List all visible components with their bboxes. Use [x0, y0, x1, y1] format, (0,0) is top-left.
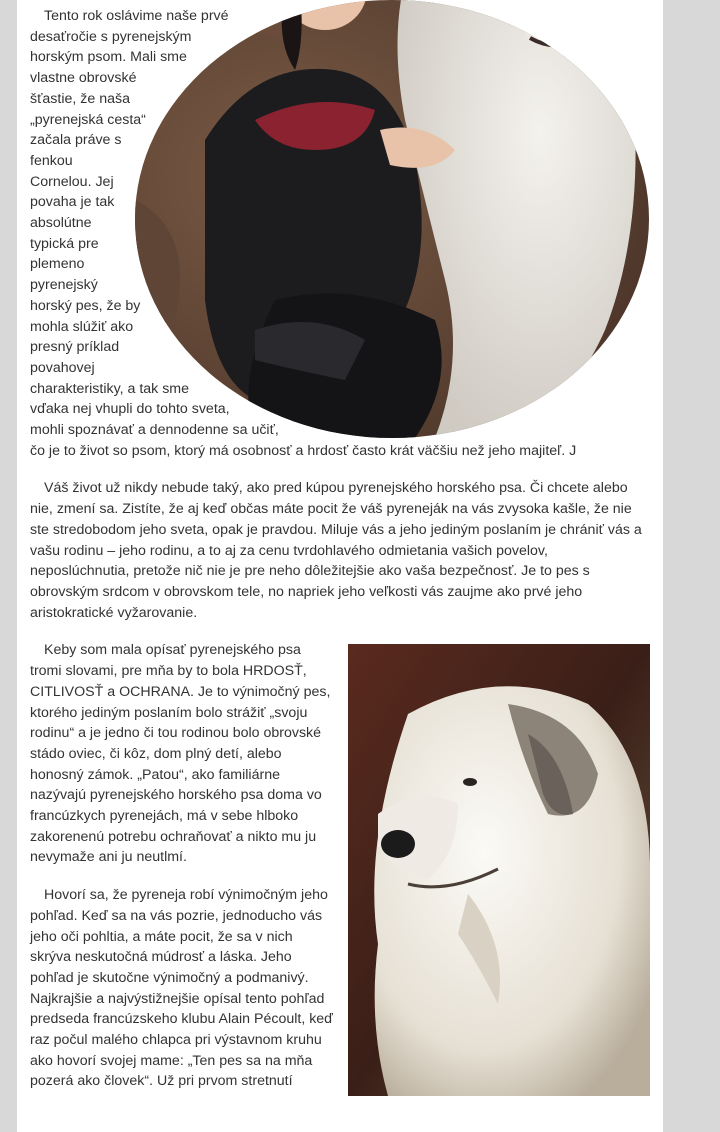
pyrenean-dog-portrait-photo	[348, 644, 650, 1096]
article-page	[17, 0, 663, 1132]
woman-hugging-dog-photo	[135, 0, 650, 438]
article-body	[30, 6, 650, 1109]
paragraph-3: Keby som mala opísať pyrenejského psa tromi slovami, pre mňa by to bola HRDOSŤ, CITLIVOSŤ a OCHRANA. Je to výnimočný pes, ktorého jediným poslaním bolo strážiť „svoju rodinu“ a je jedno či tou rodinou bolo obrovské stádo oviec, či kôz, dom plný detí, alebo honosný zámok. „Patou“, ako familiárne nazývajú pyrenejského horského psa doma vo francúzkych pyrenejách, má v sebe hlboko zakorenenú potrebu ochraňovať a nikto mu ju nevymaže ani ju neutlmí.	[30, 642, 331, 866]
paragraph-4: Hovorí sa, že pyreneja robí výnimočným jeho pohľad. Keď sa na vás pozrie, jednoducho vás jeho oči pohltia, a máte pocit, že sa v nich skrýva neskutočná múdrosť a láska. Jeho pohľad je skutočne výnimočný a podmanivý. Najkrajšie a najvýstižnejšie opísal tento pohľad predseda francúzskeho klubu Alain Pécoult, keď raz počul malého chlapca pri výstavnom kruhu ako hovorí svojej mame: „Ten pes sa na mňa pozerá ako človek“. Už pri prvom stretnutí	[30, 887, 333, 1090]
paragraph-1: Tento rok oslávime naše prvé desaťročie s pyrenejským horským psom. Mali sme vlastne obrovské šťastie, že naša „pyrenejská cesta“ začala práve s fenkou Cornelou. Jej povaha je tak absolútne typická pre plemeno pyrenejský horský pes, že by mohla slúžiť ako presný príklad povahovej charakteristiky, a tak sme vďaka nej vhupli do tohto sveta, mohli spoznávať a dennodenne sa učiť, čo je to život so psom, ktorý má osobnosť a hrdosť často krát väčšiu než jeho majiteľ. J	[30, 8, 577, 459]
paragraph-2: Váš život už nikdy nebude taký, ako pred kúpou pyrenejského horského psa. Či chcete alebo nie, zmení sa. Zistíte, že aj keď občas máte pocit že váš pyreneják na vás zvysoka kašle, že nie ste stredobodom jeho sveta, opak je pravdou. Miluje vás a jeho jediným poslaním je chrániť vás a vašu rodinu – jeho rodinu, a to aj za cenu tvrdohlavého odmietania vašich povelov, neposlúchnutia, pretože nič nie je pre neho dôležitejšie ako vaša bezpečnosť. Je to pes s obrovským srdcom v obrovskom tele, no napriek jeho veľkosti vás zaujme ako prvé jeho aristokratické vyžarovanie.	[30, 480, 642, 621]
